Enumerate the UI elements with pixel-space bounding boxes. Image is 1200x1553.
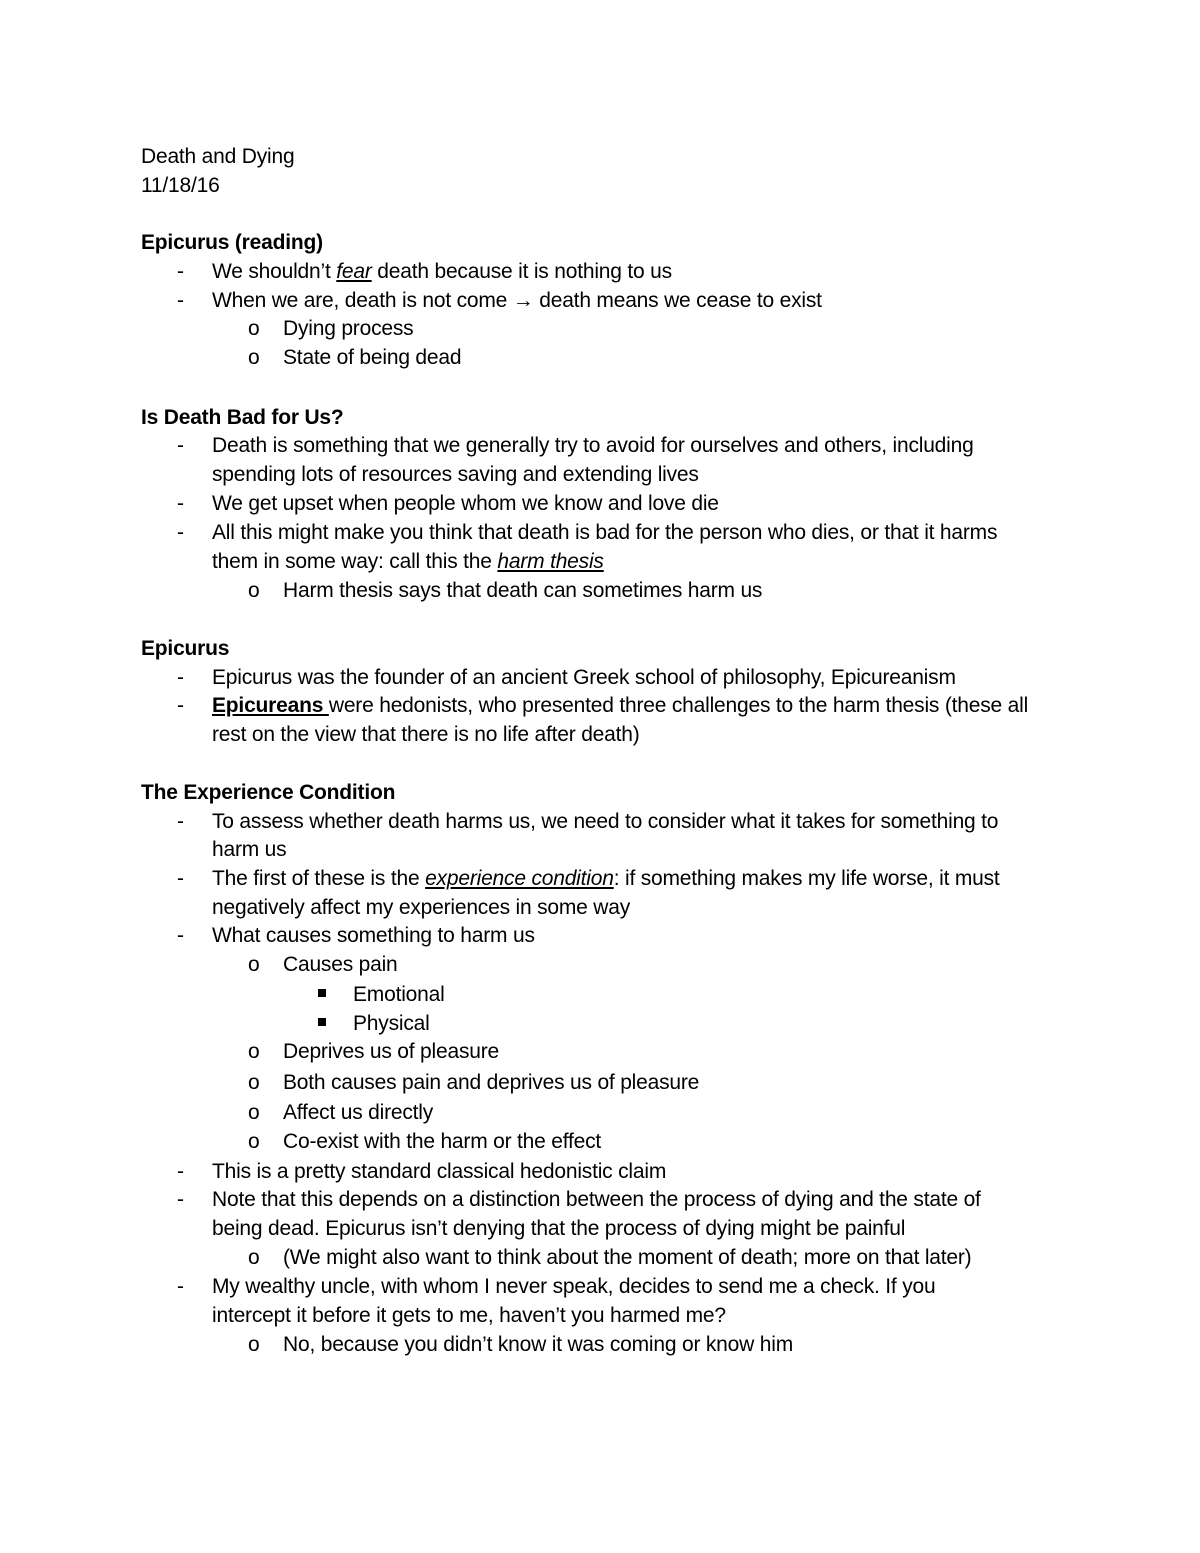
list-item: No, because you didn’t know it was coming or know him [283, 1333, 793, 1356]
list-item: Emotional [353, 983, 445, 1006]
list-item: My wealthy uncle, with whom I never speak, decides to send me a check. If you [212, 1275, 936, 1298]
list-item: What causes something to harm us [212, 924, 535, 947]
list-item: The first of these is the experience condition: if something makes my life worse, it must [212, 867, 1000, 890]
circle-bullet: o [248, 1246, 260, 1269]
document-title: Death and Dying [141, 145, 295, 168]
section-heading-epicurus: Epicurus [141, 637, 230, 660]
list-item: All this might make you think that death is bad for the person who dies, or that it harms [212, 521, 998, 544]
list-item: We get upset when people whom we know and love die [212, 492, 719, 515]
list-item: Affect us directly [283, 1101, 434, 1124]
list-item: Deprives us of pleasure [283, 1040, 500, 1063]
dash-bullet: - [177, 1188, 184, 1211]
dash-bullet: - [177, 521, 184, 544]
dash-bullet: - [177, 492, 184, 515]
square-bullet-icon [318, 989, 326, 997]
list-item-continuation: intercept it before it gets to me, haven’t you harmed me? [212, 1304, 726, 1327]
dash-bullet: - [177, 810, 184, 833]
circle-bullet: o [248, 953, 260, 976]
circle-bullet: o [248, 1040, 260, 1063]
list-item: To assess whether death harms us, we need to consider what it takes for something to [212, 810, 999, 833]
list-item: (We might also want to think about the moment of death; more on that later) [283, 1246, 972, 1269]
list-item: Note that this depends on a distinction between the process of dying and the state of [212, 1188, 981, 1211]
list-item: When we are, death is not come → death means we cease to exist [212, 289, 822, 312]
list-item: This is a pretty standard classical hedonistic claim [212, 1160, 667, 1183]
dash-bullet: - [177, 666, 184, 689]
list-item: Death is something that we generally try to avoid for ourselves and others, including [212, 434, 974, 457]
circle-bullet: o [248, 1130, 260, 1153]
list-item-continuation: them in some way: call this the harm thesis [212, 550, 604, 573]
emphasis-experience-condition: experience condition [425, 867, 614, 890]
dash-bullet: - [177, 260, 184, 283]
list-item: Epicurus was the founder of an ancient Greek school of philosophy, Epicureanism [212, 666, 956, 689]
list-item: Co-exist with the harm or the effect [283, 1130, 602, 1153]
arrow-icon: → [512, 289, 534, 312]
list-item-continuation: negatively affect my experiences in some way [212, 896, 631, 919]
list-item: Harm thesis says that death can sometimes harm us [283, 579, 763, 602]
dash-bullet: - [177, 1275, 184, 1298]
circle-bullet: o [248, 1101, 260, 1124]
list-item: Dying process [283, 317, 414, 340]
dash-bullet: - [177, 867, 184, 890]
list-item-continuation: harm us [212, 838, 287, 861]
circle-bullet: o [248, 579, 260, 602]
emphasis-fear: fear [336, 260, 372, 283]
document-date: 11/18/16 [141, 174, 220, 197]
list-item-continuation: spending lots of resources saving and extending lives [212, 463, 699, 486]
dash-bullet: - [177, 289, 184, 312]
list-item: Physical [353, 1012, 430, 1035]
dash-bullet: - [177, 924, 184, 947]
circle-bullet: o [248, 317, 260, 340]
dash-bullet: - [177, 694, 184, 717]
circle-bullet: o [248, 1071, 260, 1094]
list-item: Both causes pain and deprives us of pleasure [283, 1071, 700, 1094]
list-item: Causes pain [283, 953, 398, 976]
dash-bullet: - [177, 434, 184, 457]
emphasis-epicureans: Epicureans [212, 694, 329, 717]
section-heading-epicurus-reading: Epicurus (reading) [141, 231, 323, 254]
list-item: We shouldn’t fear death because it is nothing to us [212, 260, 672, 283]
list-item: Epicureans were hedonists, who presented three challenges to the harm thesis (these all [212, 694, 1029, 717]
list-item-continuation: being dead. Epicurus isn’t denying that the process of dying might be painful [212, 1217, 906, 1240]
list-item-continuation: rest on the view that there is no life after death) [212, 723, 640, 746]
circle-bullet: o [248, 1333, 260, 1356]
dash-bullet: - [177, 1160, 184, 1183]
list-item: State of being dead [283, 346, 462, 369]
emphasis-harm-thesis: harm thesis [497, 550, 604, 573]
section-heading-is-death-bad: Is Death Bad for Us? [141, 406, 344, 429]
circle-bullet: o [248, 346, 260, 369]
square-bullet-icon [318, 1018, 326, 1026]
section-heading-experience-condition: The Experience Condition [141, 781, 396, 804]
